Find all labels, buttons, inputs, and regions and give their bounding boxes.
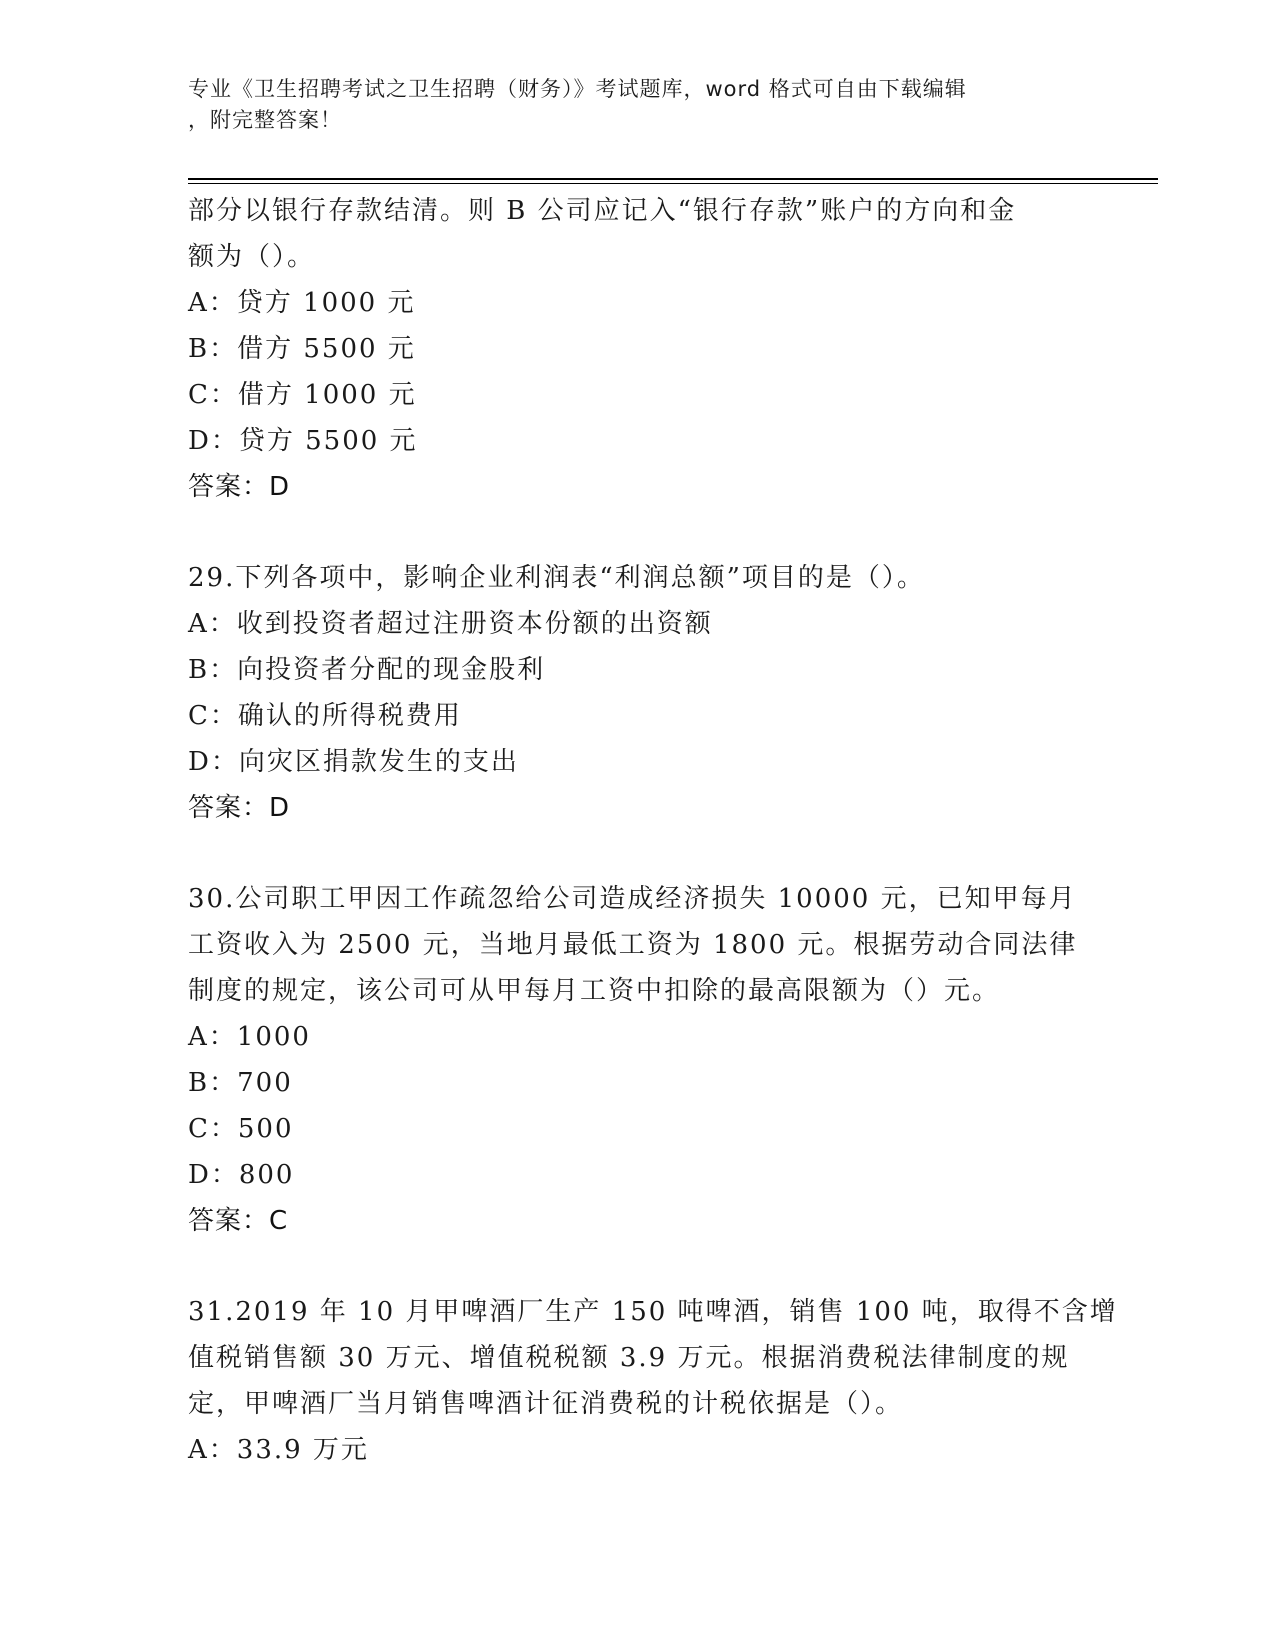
option-d: D：贷方 5500 元 [188, 426, 418, 456]
question-stem-line: 部分以银行存款结清。则 B 公司应记入“银行存款”账户的方向和金 [188, 196, 1017, 226]
option-a: A：33.9 万元 [188, 1435, 369, 1465]
option-d: D：800 [188, 1160, 295, 1190]
question-stem-line: 额为（）。 [188, 242, 316, 272]
question-stem-line: 制度的规定，该公司可从甲每月工资中扣除的最高限额为（）元。 [188, 976, 1001, 1006]
answer-line: 答案：C [188, 1206, 289, 1236]
question-31 [188, 1289, 1118, 1473]
header-rule-thin [188, 183, 1158, 184]
option-c: C：借方 1000 元 [188, 380, 417, 410]
option-a: A：收到投资者超过注册资本份额的出资额 [188, 609, 713, 639]
answer-line: 答案：D [188, 793, 291, 823]
question-stem-line: 29.下列各项中，影响企业利润表“利润总额”项目的是（）。 [188, 563, 925, 593]
option-b: B：700 [188, 1068, 293, 1098]
question-stem-line: 31.2019 年 10 月甲啤酒厂生产 150 吨啤酒，销售 100 吨，取得不含增 [188, 1297, 1118, 1327]
option-c: C：确认的所得税费用 [188, 701, 462, 731]
spacer [188, 1244, 1088, 1289]
question-stem-line: 工资收入为 2500 元，当地月最低工资为 1800 元。根据劳动合同法律 [188, 930, 1078, 960]
question-stem-line: 30.公司职工甲因工作疏忽给公司造成经济损失 10000 元，已知甲每月 [188, 884, 1077, 914]
question-content [188, 188, 1118, 1473]
question-stem-line: 值税销售额 30 万元、增值税税额 3.9 万元。根据消费税法律制度的规 [188, 1343, 1070, 1373]
header-rule-thick [188, 178, 1158, 180]
header-line-1: 专业《卫生招聘考试之卫生招聘（财务）》考试题库，word 格式可自由下载编辑 [188, 77, 967, 101]
option-a: A：1000 [188, 1022, 311, 1052]
document-header [188, 74, 1088, 136]
option-a: A：贷方 1000 元 [188, 288, 416, 318]
question-stem-line: 定，甲啤酒厂当月销售啤酒计征消费税的计税依据是（）。 [188, 1389, 904, 1419]
answer-line: 答案：D [188, 472, 291, 502]
option-d: D：向灾区捐款发生的支出 [188, 747, 519, 777]
spacer [188, 510, 1088, 555]
question-28 [188, 188, 1088, 510]
option-c: C：500 [188, 1114, 294, 1144]
question-30 [188, 876, 1088, 1244]
option-b: B：向投资者分配的现金股利 [188, 655, 546, 685]
spacer [188, 831, 1088, 876]
header-line-2: ，附完整答案！ [188, 108, 342, 132]
option-b: B：借方 5500 元 [188, 334, 416, 364]
question-29 [188, 555, 1088, 831]
